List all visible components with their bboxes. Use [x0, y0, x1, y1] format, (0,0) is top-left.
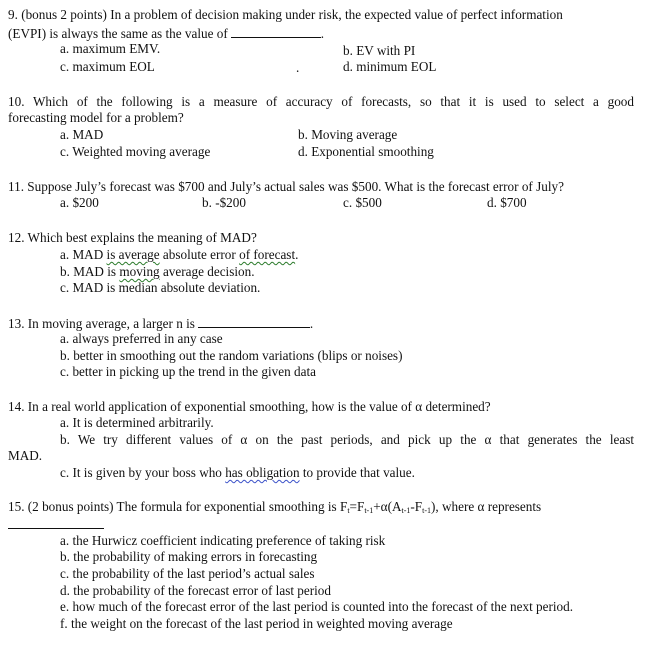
q12-a-flagged-1: is average [106, 247, 160, 262]
q14-option-b-line2: MAD. [8, 448, 43, 463]
q14-c-prefix: c. It is given by your boss who [60, 465, 226, 480]
q12-option-a [60, 247, 298, 263]
q12-option-c: c. MAD is median absolute deviation. [60, 280, 261, 295]
q9-option-d: d. minimum EOL [343, 59, 437, 74]
q10-option-c: c. Weighted moving average [60, 144, 211, 159]
q9-period: . [320, 26, 325, 41]
q12-b-flagged: moving [119, 264, 160, 279]
q11-stem: 11. Suppose July’s forecast was $700 and July’s actual sales was $500. What is the forecast error of July? [8, 179, 564, 194]
q12-a-middle: absolute error [159, 247, 240, 262]
q12-a-end: . [295, 247, 299, 262]
q11-option-b: b. -$200 [202, 195, 246, 210]
q15-stem-prefix: 15. (2 bonus points) The formula for exponential smoothing is F [8, 499, 348, 514]
q9-option-b: b. EV with PI [343, 43, 416, 58]
q13-period: . [309, 316, 314, 331]
q10-option-b: b. Moving average [298, 127, 398, 142]
q10-option-d: d. Exponential smoothing [298, 144, 434, 159]
q10-stem-line1: 10. Which of the following is a measure of accuracy of forecasts, so that it is used to select a good [8, 94, 634, 109]
q14-option-b-line1: b. We try different values of α on the past periods, and pick up the α that generates the least [60, 432, 634, 447]
q15-option-d: d. the probability of the forecast error of last period [60, 583, 331, 598]
q14-option-c [60, 465, 415, 481]
q15-option-a: a. the Hurwicz coefficient indicating preference of taking risk [60, 533, 386, 548]
q15-option-b: b. the probability of making errors in forecasting [60, 549, 318, 564]
q13-option-a: a. always preferred in any case [60, 331, 223, 346]
q11-option-d: d. $700 [487, 195, 527, 210]
q10-stem-line2: forecasting model for a problem? [8, 110, 184, 125]
q9-stem-text: (EVPI) is always the same as the value of [8, 26, 228, 41]
q13-option-c: c. better in picking up the trend in the given data [60, 364, 316, 379]
q12-a-flagged-2: of forecast [239, 247, 296, 262]
q9-option-a: a. maximum EMV. [60, 41, 161, 56]
q15-stem-suffix: , where α represents [435, 499, 542, 514]
q15-option-f: f. the weight on the forecast of the last period in weighted moving average [60, 616, 453, 631]
q15-option-e: e. how much of the forecast error of the last period is counted into the forecast of the next period. [60, 599, 574, 614]
q11-option-c: c. $500 [343, 195, 382, 210]
q13-answer-blank [198, 315, 310, 328]
q10-option-a: a. MAD [60, 127, 104, 142]
q12-b-end: average decision. [159, 264, 255, 279]
q11-option-a: a. $200 [60, 195, 99, 210]
q13-option-b: b. better in smoothing out the random variations (blips or noises) [60, 348, 403, 363]
q12-option-b [60, 264, 255, 280]
q14-c-flagged: has obligation [225, 465, 300, 480]
q15-option-c: c. the probability of the last period’s actual sales [60, 566, 315, 581]
q9-option-c: c. maximum EOL [60, 59, 155, 74]
q9-stem-line1: 9. (bonus 2 points) In a problem of decision making under risk, the expected value of perfect information [8, 7, 563, 22]
q9-stem-line2 [8, 25, 324, 42]
q12-b-prefix: b. MAD is [60, 264, 120, 279]
q14-option-a: a. It is determined arbitrarily. [60, 415, 214, 430]
q15-stem: 15. (2 bonus points) The formula for exponential smoothing is $F_t=F_{t-1}+\alpha(A_{t-1}-F_{t-1})$, where α represents [8, 499, 542, 515]
q15-answer-blank [8, 528, 104, 529]
q12-stem: 12. Which best explains the meaning of MAD? [8, 230, 257, 245]
q14-c-end: to provide that value. [299, 465, 415, 480]
q13-stem [8, 315, 313, 332]
q13-stem-text: 13. In moving average, a larger n is [8, 316, 195, 331]
q9-answer-blank [231, 25, 321, 38]
q12-a-prefix: a. MAD [60, 247, 107, 262]
q9-stray-dot: . [296, 60, 300, 75]
q14-stem: 14. In a real world application of exponential smoothing, how is the value of α determined? [8, 399, 491, 414]
